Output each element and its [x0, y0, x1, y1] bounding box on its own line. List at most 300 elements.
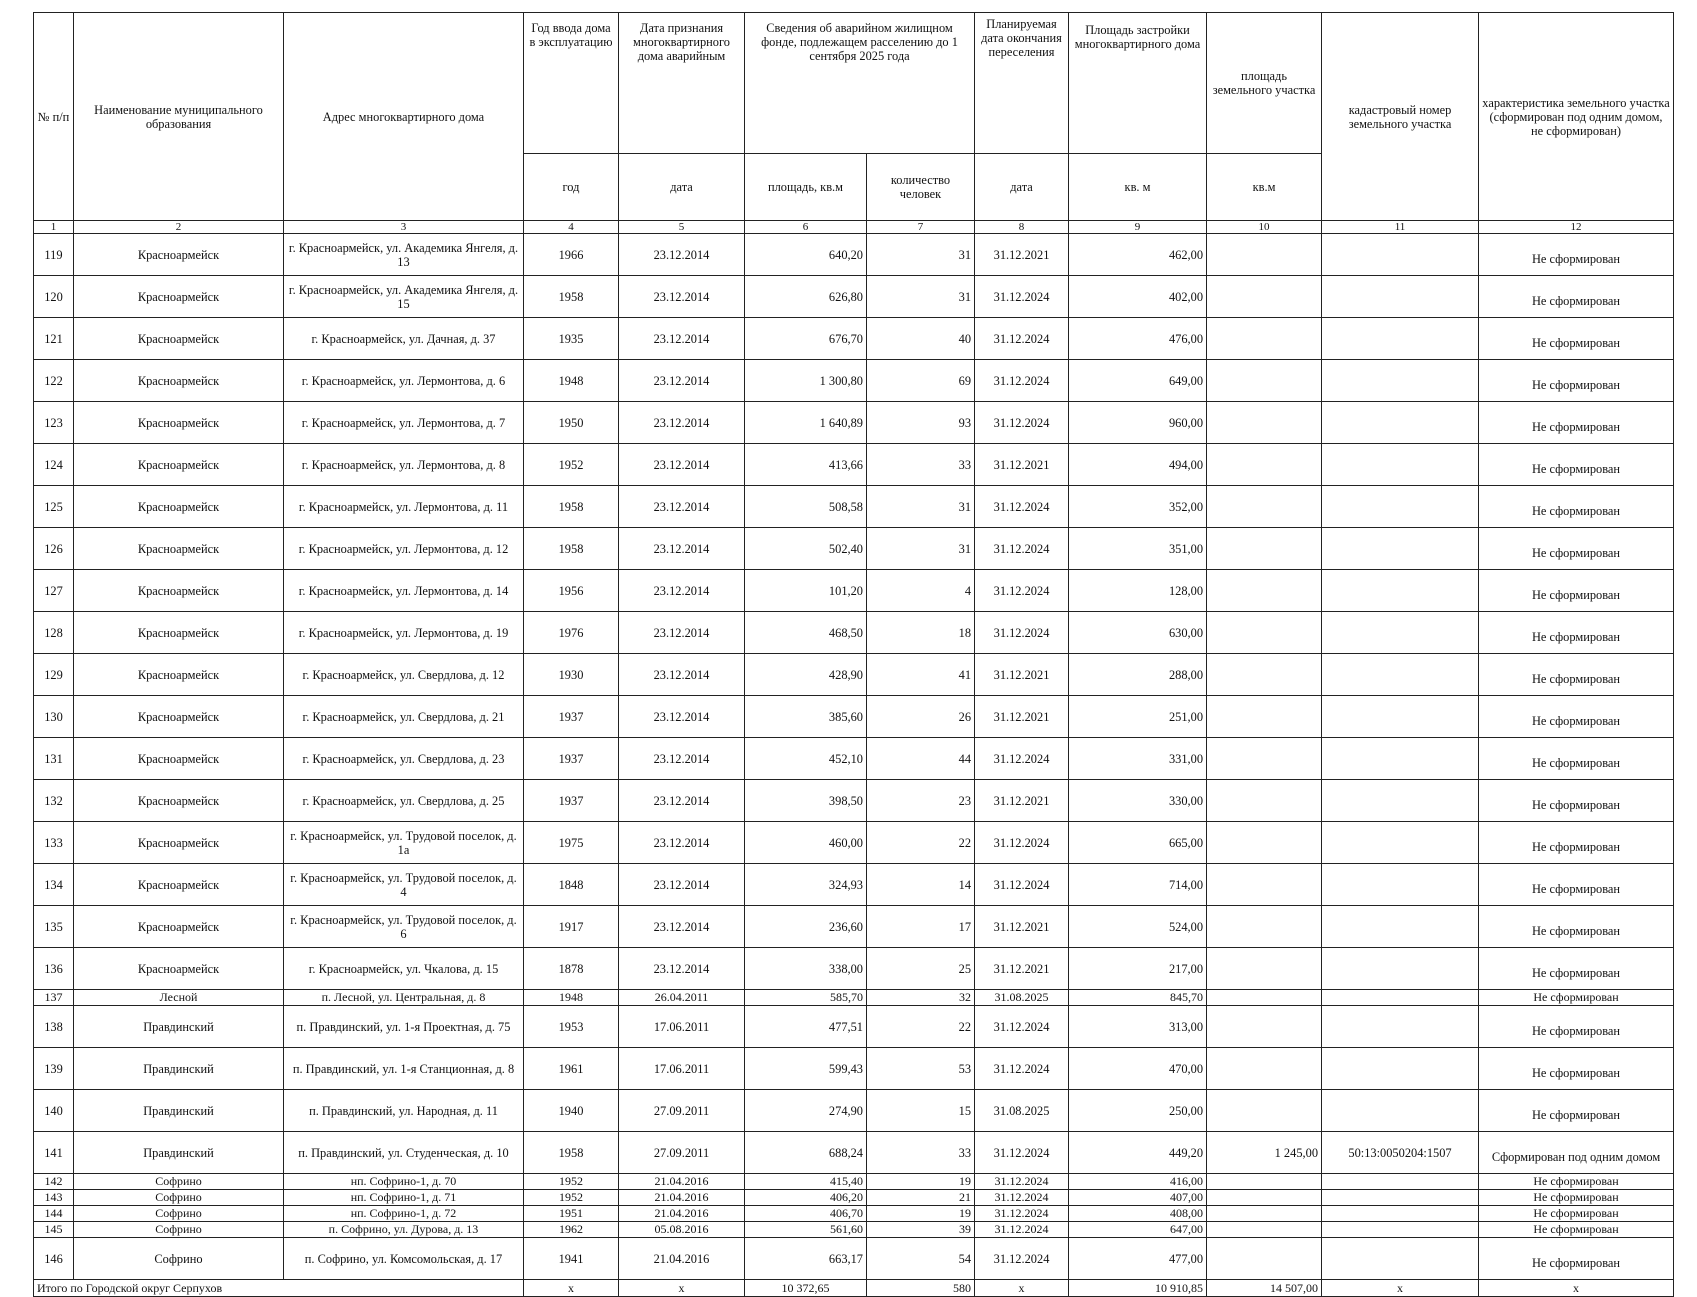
row-cadastral: [1322, 1238, 1479, 1280]
row-cadastral: [1322, 906, 1479, 948]
row-address: п. Софрино, ул. Дурова, д. 13: [284, 1222, 524, 1238]
row-year: 1950: [524, 402, 619, 444]
table-row: [34, 360, 1674, 402]
row-people: 54: [867, 1238, 975, 1280]
row-area: 1 640,89: [745, 402, 867, 444]
row-municipality: Правдинский: [74, 1132, 284, 1174]
row-land-char: Не сформирован: [1479, 570, 1674, 612]
total-char: х: [1479, 1280, 1674, 1297]
row-land-char: Не сформирован: [1479, 1238, 1674, 1280]
row-year: 1948: [524, 990, 619, 1006]
row-people: 33: [867, 444, 975, 486]
row-land-char: Не сформирован: [1479, 738, 1674, 780]
row-build-area: 649,00: [1069, 360, 1207, 402]
row-emergency-date: 23.12.2014: [619, 234, 745, 276]
row-cadastral: [1322, 780, 1479, 822]
row-land-char: Не сформирован: [1479, 1190, 1674, 1206]
row-land-area: [1207, 570, 1322, 612]
row-cadastral: [1322, 486, 1479, 528]
row-land-area: [1207, 696, 1322, 738]
row-planned-date: 31.12.2024: [975, 612, 1069, 654]
row-emergency-date: 23.12.2014: [619, 444, 745, 486]
row-build-area: 462,00: [1069, 234, 1207, 276]
row-land-char: Не сформирован: [1479, 780, 1674, 822]
row-build-area: 714,00: [1069, 864, 1207, 906]
row-municipality: Красноармейск: [74, 402, 284, 444]
row-people: 40: [867, 318, 975, 360]
row-emergency-date: 23.12.2014: [619, 738, 745, 780]
row-year: 1940: [524, 1090, 619, 1132]
row-address: нп. Софрино-1, д. 70: [284, 1174, 524, 1190]
row-land-area: 1 245,00: [1207, 1132, 1322, 1174]
total-row: [34, 1280, 1674, 1297]
row-people: 41: [867, 654, 975, 696]
row-people: 23: [867, 780, 975, 822]
row-emergency-date: 23.12.2014: [619, 780, 745, 822]
subheader-area: площадь, кв.м: [745, 154, 867, 221]
row-year: 1952: [524, 1190, 619, 1206]
subheader-date: дата: [619, 154, 745, 221]
row-cadastral: [1322, 444, 1479, 486]
table-row: [34, 318, 1674, 360]
row-year: 1941: [524, 1238, 619, 1280]
row-area: 460,00: [745, 822, 867, 864]
column-number: 1: [34, 221, 74, 234]
column-number: 11: [1322, 221, 1479, 234]
row-municipality: Правдинский: [74, 1090, 284, 1132]
row-land-area: [1207, 738, 1322, 780]
row-emergency-date: 23.12.2014: [619, 654, 745, 696]
row-people: 53: [867, 1048, 975, 1090]
table-row: [34, 570, 1674, 612]
row-build-area: 630,00: [1069, 612, 1207, 654]
row-address: г. Красноармейск, ул. Лермонтова, д. 12: [284, 528, 524, 570]
row-emergency-date: 23.12.2014: [619, 822, 745, 864]
row-address: п. Лесной, ул. Центральная, д. 8: [284, 990, 524, 1006]
row-municipality: Правдинский: [74, 1048, 284, 1090]
row-address: г. Красноармейск, ул. Трудовой поселок, д. 4: [284, 864, 524, 906]
row-build-area: 313,00: [1069, 1006, 1207, 1048]
row-people: 33: [867, 1132, 975, 1174]
row-cadastral: [1322, 696, 1479, 738]
row-land-area: [1207, 318, 1322, 360]
row-area: 385,60: [745, 696, 867, 738]
row-municipality: Красноармейск: [74, 444, 284, 486]
row-number: 121: [34, 318, 74, 360]
row-year: 1948: [524, 360, 619, 402]
row-land-char: Не сформирован: [1479, 1206, 1674, 1222]
row-land-char: Не сформирован: [1479, 1174, 1674, 1190]
row-land-area: [1207, 1090, 1322, 1132]
row-emergency-date: 27.09.2011: [619, 1090, 745, 1132]
row-number: 135: [34, 906, 74, 948]
column-number: 8: [975, 221, 1069, 234]
table-row: [34, 1090, 1674, 1132]
row-cadastral: [1322, 276, 1479, 318]
row-build-area: 251,00: [1069, 696, 1207, 738]
row-number: 125: [34, 486, 74, 528]
row-land-area: [1207, 780, 1322, 822]
row-land-char: Не сформирован: [1479, 234, 1674, 276]
row-number: 131: [34, 738, 74, 780]
row-emergency-date: 17.06.2011: [619, 1048, 745, 1090]
row-planned-date: 31.12.2024: [975, 1006, 1069, 1048]
row-planned-date: 31.12.2024: [975, 864, 1069, 906]
table-row: [34, 864, 1674, 906]
column-number: 12: [1479, 221, 1674, 234]
row-number: 129: [34, 654, 74, 696]
row-land-area: [1207, 234, 1322, 276]
table-body: [34, 234, 1674, 1280]
row-emergency-date: 27.09.2011: [619, 1132, 745, 1174]
row-land-char: Не сформирован: [1479, 696, 1674, 738]
column-number: 3: [284, 221, 524, 234]
header-emergency-date: Дата признания многоквартирного дома аварийным: [619, 13, 745, 154]
total-people: 580: [867, 1280, 975, 1297]
row-year: 1937: [524, 738, 619, 780]
row-emergency-date: 21.04.2016: [619, 1190, 745, 1206]
row-land-area: [1207, 276, 1322, 318]
table-row: [34, 1006, 1674, 1048]
row-land-char: Не сформирован: [1479, 822, 1674, 864]
row-cadastral: [1322, 570, 1479, 612]
row-cadastral: [1322, 1048, 1479, 1090]
row-municipality: Красноармейск: [74, 654, 284, 696]
column-number: 6: [745, 221, 867, 234]
row-cadastral: [1322, 612, 1479, 654]
table-row: [34, 444, 1674, 486]
column-number: 5: [619, 221, 745, 234]
row-year: 1958: [524, 486, 619, 528]
table-row: [34, 1206, 1674, 1222]
header-land-area: площадь земельного участка: [1207, 13, 1322, 154]
row-address: г. Красноармейск, ул. Трудовой поселок, д. 1а: [284, 822, 524, 864]
row-land-char: Не сформирован: [1479, 612, 1674, 654]
row-address: г. Красноармейск, ул. Свердлова, д. 12: [284, 654, 524, 696]
row-municipality: Правдинский: [74, 1006, 284, 1048]
column-number: 2: [74, 221, 284, 234]
table-row: [34, 402, 1674, 444]
row-municipality: Красноармейск: [74, 486, 284, 528]
row-area: 413,66: [745, 444, 867, 486]
row-year: 1976: [524, 612, 619, 654]
row-year: 1956: [524, 570, 619, 612]
row-cadastral: [1322, 1206, 1479, 1222]
row-address: г. Красноармейск, ул. Лермонтова, д. 19: [284, 612, 524, 654]
row-address: п. Правдинский, ул. 1-я Станционная, д. 8: [284, 1048, 524, 1090]
table-row: [34, 1190, 1674, 1206]
column-number: 10: [1207, 221, 1322, 234]
row-year: 1951: [524, 1206, 619, 1222]
row-land-area: [1207, 990, 1322, 1006]
table-row: [34, 1132, 1674, 1174]
row-number: 142: [34, 1174, 74, 1190]
row-cadastral: [1322, 360, 1479, 402]
row-build-area: 288,00: [1069, 654, 1207, 696]
row-municipality: Софрино: [74, 1174, 284, 1190]
row-area: 406,20: [745, 1190, 867, 1206]
row-land-char: Не сформирован: [1479, 402, 1674, 444]
header-num: № п/п: [34, 13, 74, 221]
row-area: 688,24: [745, 1132, 867, 1174]
row-municipality: Красноармейск: [74, 612, 284, 654]
row-area: 1 300,80: [745, 360, 867, 402]
document-page: [33, 12, 1673, 1297]
row-emergency-date: 21.04.2016: [619, 1238, 745, 1280]
table-row: [34, 1222, 1674, 1238]
row-land-char: Не сформирован: [1479, 1048, 1674, 1090]
row-municipality: Красноармейск: [74, 780, 284, 822]
row-land-area: [1207, 444, 1322, 486]
total-cadastral: х: [1322, 1280, 1479, 1297]
row-people: 19: [867, 1206, 975, 1222]
row-year: 1952: [524, 1174, 619, 1190]
row-people: 4: [867, 570, 975, 612]
row-year: 1917: [524, 906, 619, 948]
row-build-area: 330,00: [1069, 780, 1207, 822]
row-area: 676,70: [745, 318, 867, 360]
row-land-char: Не сформирован: [1479, 864, 1674, 906]
row-municipality: Красноармейск: [74, 570, 284, 612]
row-land-area: [1207, 486, 1322, 528]
row-number: 128: [34, 612, 74, 654]
row-emergency-date: 26.04.2011: [619, 990, 745, 1006]
row-people: 31: [867, 276, 975, 318]
table-row: [34, 738, 1674, 780]
row-year: 1966: [524, 234, 619, 276]
row-number: 120: [34, 276, 74, 318]
row-number: 130: [34, 696, 74, 738]
total-label: Итого по Городской округ Серпухов: [34, 1280, 524, 1297]
row-address: г. Красноармейск, ул. Дачная, д. 37: [284, 318, 524, 360]
row-cadastral: [1322, 1190, 1479, 1206]
row-area: 415,40: [745, 1174, 867, 1190]
row-year: 1937: [524, 780, 619, 822]
row-address: г. Красноармейск, ул. Академика Янгеля, д. 15: [284, 276, 524, 318]
row-number: 146: [34, 1238, 74, 1280]
row-municipality: Софрино: [74, 1206, 284, 1222]
row-people: 19: [867, 1174, 975, 1190]
row-area: 468,50: [745, 612, 867, 654]
row-address: г. Красноармейск, ул. Лермонтова, д. 6: [284, 360, 524, 402]
row-municipality: Красноармейск: [74, 528, 284, 570]
total-area: 10 372,65: [745, 1280, 867, 1297]
row-planned-date: 31.12.2024: [975, 402, 1069, 444]
row-number: 124: [34, 444, 74, 486]
row-municipality: Красноармейск: [74, 234, 284, 276]
row-people: 25: [867, 948, 975, 990]
row-emergency-date: 23.12.2014: [619, 276, 745, 318]
row-address: г. Красноармейск, ул. Лермонтова, д. 11: [284, 486, 524, 528]
row-land-area: [1207, 1222, 1322, 1238]
row-planned-date: 31.12.2024: [975, 822, 1069, 864]
row-build-area: 647,00: [1069, 1222, 1207, 1238]
row-build-area: 449,20: [1069, 1132, 1207, 1174]
row-area: 338,00: [745, 948, 867, 990]
row-area: 599,43: [745, 1048, 867, 1090]
row-address: г. Красноармейск, ул. Свердлова, д. 21: [284, 696, 524, 738]
subheader-year: год: [524, 154, 619, 221]
row-address: г. Красноармейск, ул. Свердлова, д. 23: [284, 738, 524, 780]
row-address: г. Красноармейск, ул. Лермонтова, д. 14: [284, 570, 524, 612]
row-planned-date: 31.12.2024: [975, 1132, 1069, 1174]
column-number: 7: [867, 221, 975, 234]
row-municipality: Софрино: [74, 1222, 284, 1238]
table-header: [34, 13, 1674, 234]
header-planned-date: Планируемая дата окончания переселения: [975, 13, 1069, 154]
row-number: 137: [34, 990, 74, 1006]
table-row: [34, 1174, 1674, 1190]
row-planned-date: 31.12.2024: [975, 570, 1069, 612]
row-planned-date: 31.12.2024: [975, 1048, 1069, 1090]
row-cadastral: [1322, 528, 1479, 570]
row-land-char: Не сформирован: [1479, 1006, 1674, 1048]
row-address: г. Красноармейск, ул. Свердлова, д. 25: [284, 780, 524, 822]
row-build-area: 407,00: [1069, 1190, 1207, 1206]
header-year-commissioned: Год ввода дома в эксплуатацию: [524, 13, 619, 154]
row-people: 39: [867, 1222, 975, 1238]
row-build-area: 402,00: [1069, 276, 1207, 318]
row-people: 93: [867, 402, 975, 444]
table-row: [34, 696, 1674, 738]
row-land-area: [1207, 360, 1322, 402]
row-build-area: 477,00: [1069, 1238, 1207, 1280]
row-land-area: [1207, 528, 1322, 570]
row-year: 1958: [524, 1132, 619, 1174]
total-date: х: [619, 1280, 745, 1297]
row-land-area: [1207, 1206, 1322, 1222]
row-area: 477,51: [745, 1006, 867, 1048]
subheader-sqm-land: кв.м: [1207, 154, 1322, 221]
row-land-char: Не сформирован: [1479, 486, 1674, 528]
row-land-char: Сформирован под одним домом: [1479, 1132, 1674, 1174]
row-number: 122: [34, 360, 74, 402]
row-planned-date: 31.12.2021: [975, 696, 1069, 738]
row-area: 324,93: [745, 864, 867, 906]
row-year: 1962: [524, 1222, 619, 1238]
table-row: [34, 990, 1674, 1006]
row-cadastral: [1322, 822, 1479, 864]
row-area: 626,80: [745, 276, 867, 318]
total-year: х: [524, 1280, 619, 1297]
header-municipality: Наименование муниципального образования: [74, 13, 284, 221]
row-emergency-date: 23.12.2014: [619, 906, 745, 948]
row-build-area: 217,00: [1069, 948, 1207, 990]
row-people: 14: [867, 864, 975, 906]
row-cadastral: [1322, 234, 1479, 276]
row-emergency-date: 23.12.2014: [619, 948, 745, 990]
row-address: г. Красноармейск, ул. Чкалова, д. 15: [284, 948, 524, 990]
row-people: 22: [867, 1006, 975, 1048]
row-land-area: [1207, 1006, 1322, 1048]
row-land-area: [1207, 1190, 1322, 1206]
table-row: [34, 948, 1674, 990]
header-address: Адрес многоквартирного дома: [284, 13, 524, 221]
row-cadastral: [1322, 318, 1479, 360]
row-area: 406,70: [745, 1206, 867, 1222]
row-address: г. Красноармейск, ул. Лермонтова, д. 7: [284, 402, 524, 444]
row-number: 138: [34, 1006, 74, 1048]
row-planned-date: 31.08.2025: [975, 990, 1069, 1006]
row-people: 21: [867, 1190, 975, 1206]
row-municipality: Лесной: [74, 990, 284, 1006]
row-number: 132: [34, 780, 74, 822]
row-land-area: [1207, 1174, 1322, 1190]
row-year: 1958: [524, 528, 619, 570]
row-address: г. Красноармейск, ул. Трудовой поселок, д. 6: [284, 906, 524, 948]
row-land-char: Не сформирован: [1479, 990, 1674, 1006]
row-cadastral: [1322, 948, 1479, 990]
row-planned-date: 31.12.2024: [975, 1206, 1069, 1222]
row-build-area: 845,70: [1069, 990, 1207, 1006]
row-number: 127: [34, 570, 74, 612]
table-row: [34, 1048, 1674, 1090]
row-land-area: [1207, 612, 1322, 654]
row-area: 585,70: [745, 990, 867, 1006]
row-land-area: [1207, 402, 1322, 444]
row-cadastral: [1322, 1222, 1479, 1238]
row-address: п. Правдинский, ул. Народная, д. 11: [284, 1090, 524, 1132]
row-planned-date: 31.12.2021: [975, 654, 1069, 696]
row-emergency-date: 23.12.2014: [619, 570, 745, 612]
row-area: 452,10: [745, 738, 867, 780]
row-number: 126: [34, 528, 74, 570]
row-area: 663,17: [745, 1238, 867, 1280]
row-address: п. Правдинский, ул. 1-я Проектная, д. 75: [284, 1006, 524, 1048]
row-people: 26: [867, 696, 975, 738]
row-area: 561,60: [745, 1222, 867, 1238]
row-planned-date: 31.12.2021: [975, 780, 1069, 822]
row-cadastral: [1322, 654, 1479, 696]
row-planned-date: 31.12.2024: [975, 1174, 1069, 1190]
row-land-char: Не сформирован: [1479, 318, 1674, 360]
column-number: 4: [524, 221, 619, 234]
row-number: 133: [34, 822, 74, 864]
row-land-char: Не сформирован: [1479, 1090, 1674, 1132]
row-municipality: Красноармейск: [74, 360, 284, 402]
row-year: 1848: [524, 864, 619, 906]
row-address: п. Софрино, ул. Комсомольская, д. 17: [284, 1238, 524, 1280]
row-planned-date: 31.12.2021: [975, 234, 1069, 276]
row-planned-date: 31.12.2024: [975, 738, 1069, 780]
table-row: [34, 528, 1674, 570]
row-number: 139: [34, 1048, 74, 1090]
row-build-area: 408,00: [1069, 1206, 1207, 1222]
row-planned-date: 31.12.2021: [975, 444, 1069, 486]
row-build-area: 416,00: [1069, 1174, 1207, 1190]
row-address: нп. Софрино-1, д. 71: [284, 1190, 524, 1206]
row-area: 101,20: [745, 570, 867, 612]
header-build-area: Площадь застройки многоквартирного дома: [1069, 13, 1207, 154]
row-year: 1975: [524, 822, 619, 864]
table-row: [34, 780, 1674, 822]
row-land-area: [1207, 654, 1322, 696]
row-year: 1930: [524, 654, 619, 696]
row-build-area: 250,00: [1069, 1090, 1207, 1132]
subheader-people: количество человек: [867, 154, 975, 221]
row-address: п. Правдинский, ул. Студенческая, д. 10: [284, 1132, 524, 1174]
row-cadastral: 50:13:0050204:1507: [1322, 1132, 1479, 1174]
header-land-char: характеристика земельного участка (сформирован под одним домом, не сформирован): [1479, 13, 1674, 221]
row-number: 140: [34, 1090, 74, 1132]
row-build-area: 331,00: [1069, 738, 1207, 780]
row-land-area: [1207, 1238, 1322, 1280]
header-emergency-fund: Сведения об аварийном жилищном фонде, подлежащем расселению до 1 сентября 2025 года: [745, 13, 975, 154]
row-municipality: Красноармейск: [74, 276, 284, 318]
row-emergency-date: 23.12.2014: [619, 318, 745, 360]
row-address: нп. Софрино-1, д. 72: [284, 1206, 524, 1222]
row-planned-date: 31.12.2024: [975, 1222, 1069, 1238]
